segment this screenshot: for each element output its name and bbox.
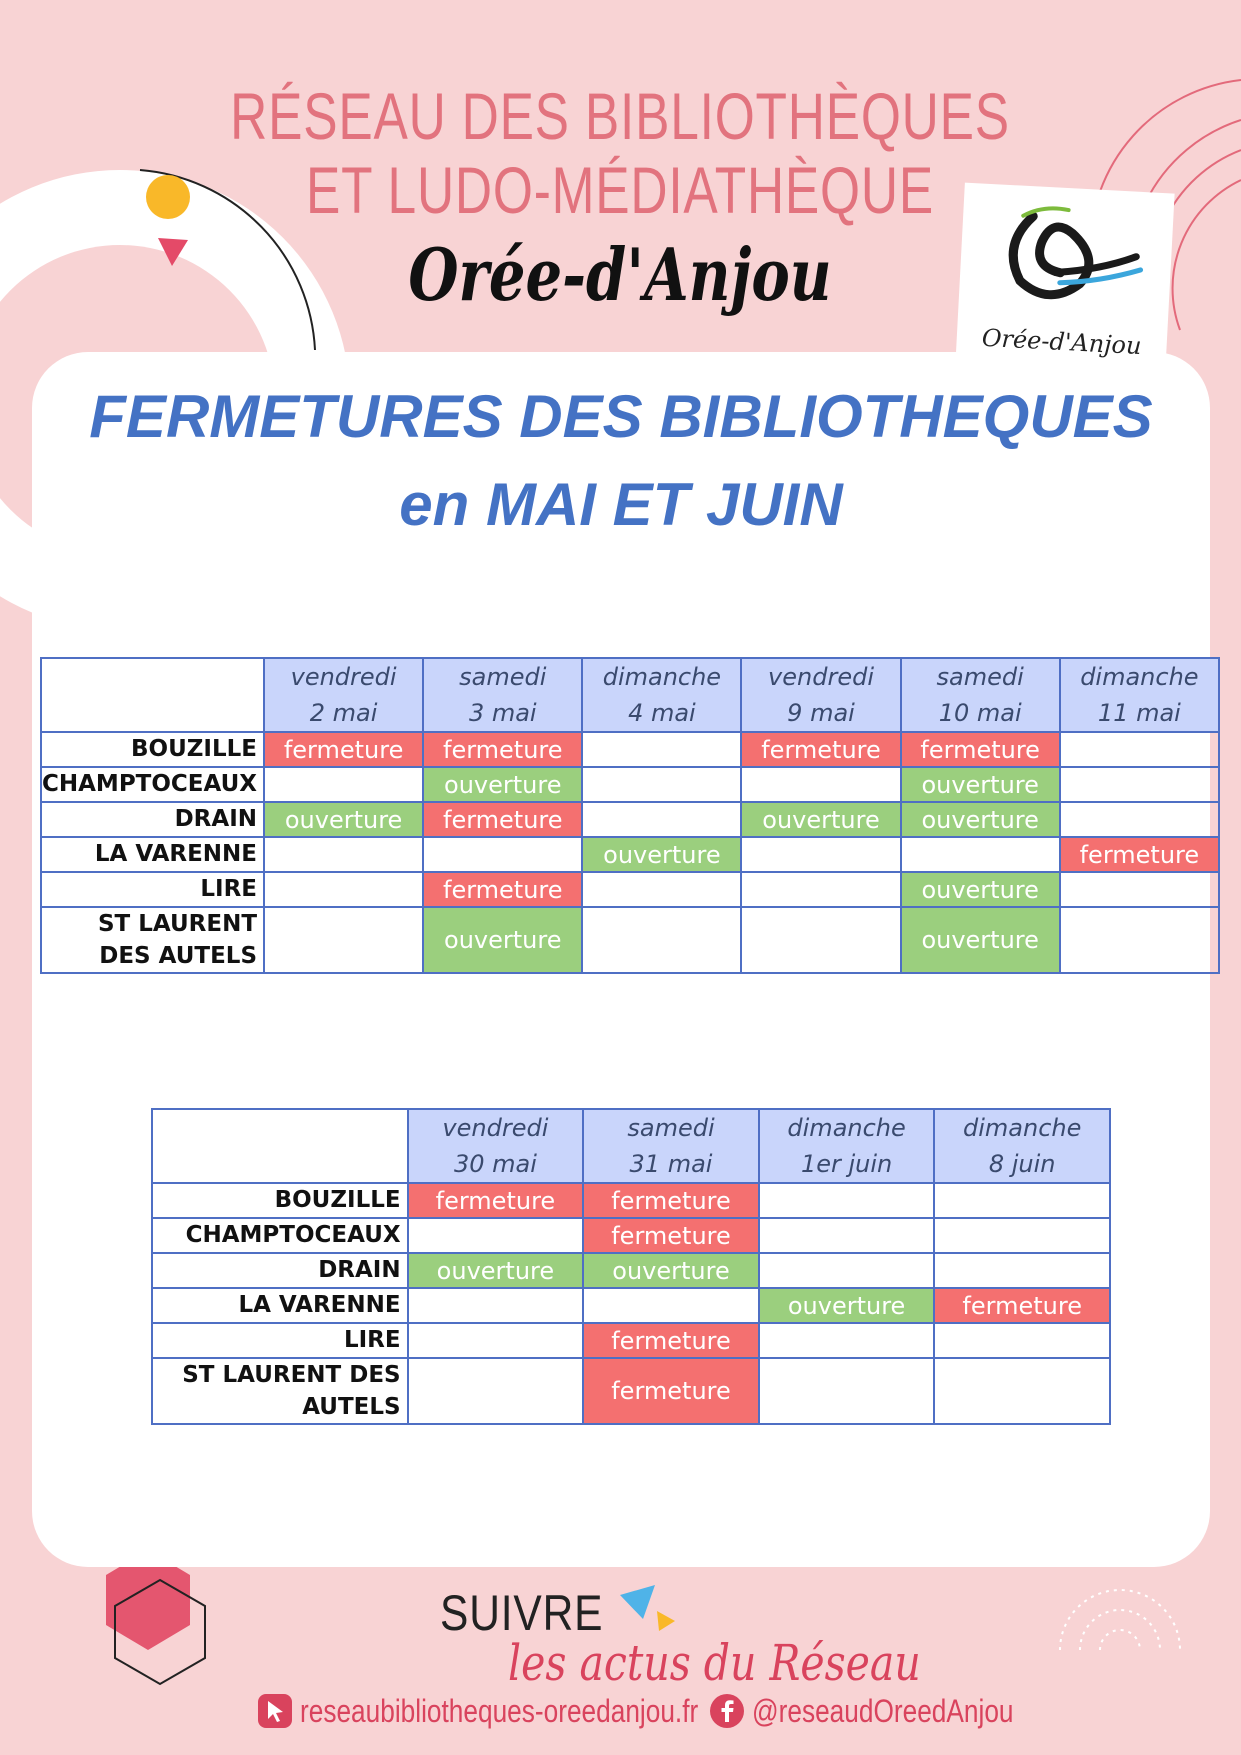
header-title-line1: RÉSEAU DES BIBLIOTHÈQUES [230,79,1010,153]
library-name: LIRE [152,1323,408,1358]
status-cell-empty [741,872,900,907]
footer-follow-label: SUIVRE [440,1585,604,1641]
page-subtitle: en MAI ET JUIN [399,471,843,538]
arrow-shapes-icon [615,1583,675,1633]
status-cell-ouverture: ouverture [408,1253,584,1288]
column-day: vendredi [442,1114,549,1142]
column-day: vendredi [290,663,397,691]
column-date: 3 mai [468,699,537,727]
table-row [41,907,1219,973]
status-cell-ouverture: ouverture [582,837,741,872]
table-row [152,1288,1110,1323]
status-cell-empty [1060,802,1219,837]
column-day: vendredi [768,663,874,691]
status-cell-fermeture: fermeture [741,732,900,767]
column-day: samedi [627,1114,715,1142]
library-name: LA VARENNE [152,1288,408,1323]
column-date: 9 mai [787,699,855,727]
column-header [264,658,423,732]
status-cell-fermeture: fermeture [583,1358,759,1424]
column-day: dimanche [963,1114,1082,1142]
status-cell-empty [582,907,741,973]
table-row [152,1323,1110,1358]
library-name: DRAIN [152,1253,408,1288]
status-cell-ouverture: ouverture [901,802,1060,837]
column-day: samedi [936,663,1024,691]
status-cell-ouverture: ouverture [423,767,582,802]
status-cell-empty [408,1288,584,1323]
table-header-row [152,1109,1110,1183]
library-name: BOUZILLE [152,1183,408,1218]
status-cell-fermeture: fermeture [901,732,1060,767]
status-cell-fermeture: fermeture [583,1323,759,1358]
footer-news-label: les actus du Réseau [508,1634,921,1692]
status-cell-empty [1060,907,1219,973]
status-cell-empty [741,907,900,973]
library-name: LA VARENNE [41,837,264,872]
table-row [152,1183,1110,1218]
status-cell-empty [1060,872,1219,907]
status-cell-empty [934,1323,1110,1358]
page-title: FERMETURES DES BIBLIOTHEQUES [89,383,1153,450]
table-row [41,837,1219,872]
column-header [582,658,741,732]
status-cell-ouverture: ouverture [901,872,1060,907]
column-header [1060,658,1219,732]
status-cell-empty [901,837,1060,872]
table-row [152,1358,1110,1424]
website-link[interactable]: reseaubibliotheques-oreedanjou.fr [300,1693,699,1729]
table-row [41,802,1219,837]
logo [955,183,1174,376]
column-date: 2 mai [309,699,378,727]
library-name: LIRE [41,872,264,907]
column-header [408,1109,584,1183]
status-cell-fermeture: fermeture [423,732,582,767]
facebook-link[interactable]: @reseaudOreedAnjou [752,1693,1014,1729]
column-header [901,658,1060,732]
status-cell-ouverture: ouverture [583,1253,759,1288]
table-row [152,1218,1110,1253]
column-day: dimanche [787,1114,906,1142]
status-cell-empty [759,1358,935,1424]
column-header [759,1109,935,1183]
status-cell-fermeture: fermeture [264,732,423,767]
table-row [152,1253,1110,1288]
column-date: 8 juin [988,1150,1056,1178]
status-cell-fermeture: fermeture [423,802,582,837]
library-name: DRAIN [41,802,264,837]
status-cell-empty [1060,767,1219,802]
status-cell-empty [741,837,900,872]
status-cell-fermeture: fermeture [408,1183,584,1218]
status-cell-empty [582,732,741,767]
status-cell-empty [759,1218,935,1253]
column-day: dimanche [1080,663,1199,691]
column-header [583,1109,759,1183]
library-name: BOUZILLE [41,732,264,767]
logo-emblem-icon [957,183,1175,344]
library-name: CHAMPTOCEAUX [41,767,264,802]
may-schedule-table [40,657,1220,974]
column-header [741,658,900,732]
status-cell-ouverture: ouverture [264,802,423,837]
status-cell-fermeture: fermeture [1060,837,1219,872]
table-header-row [41,658,1219,732]
status-cell-fermeture: fermeture [583,1218,759,1253]
column-date: 4 mai [628,699,696,727]
column-date: 31 mai [629,1150,713,1178]
header-title-line2: ET LUDO-MÉDIATHÈQUE [306,153,934,227]
status-cell-empty [934,1218,1110,1253]
status-cell-ouverture: ouverture [901,767,1060,802]
library-name: ST LAURENT DES AUTELS [41,907,264,973]
status-cell-empty [934,1358,1110,1424]
column-day: dimanche [602,663,722,691]
table-row [41,872,1219,907]
status-cell-empty [408,1358,584,1424]
status-cell-empty [582,872,741,907]
status-cell-empty [264,907,423,973]
column-header [423,658,582,732]
column-date: 30 mai [453,1150,537,1178]
status-cell-empty [408,1323,584,1358]
logo-text: Orée-d'Anjou [981,323,1143,361]
status-cell-empty [759,1253,935,1288]
status-cell-ouverture: ouverture [759,1288,935,1323]
facebook-icon [710,1694,744,1728]
status-cell-empty [582,767,741,802]
table-row [41,767,1219,802]
table-corner-cell [41,658,264,732]
status-cell-ouverture: ouverture [741,802,900,837]
header-brand-name: Orée-d'Anjou [408,232,832,317]
status-cell-fermeture: fermeture [934,1288,1110,1323]
cursor-icon [258,1694,292,1728]
column-header [934,1109,1110,1183]
status-cell-empty [423,837,582,872]
status-cell-empty [1060,732,1219,767]
column-date: 1er juin [800,1150,893,1178]
status-cell-ouverture: ouverture [423,907,582,973]
status-cell-empty [934,1183,1110,1218]
status-cell-empty [741,767,900,802]
table-corner-cell [152,1109,408,1183]
status-cell-ouverture: ouverture [901,907,1060,973]
status-cell-empty [264,767,423,802]
column-day: samedi [459,663,547,691]
column-date: 11 mai [1097,699,1181,727]
status-cell-empty [408,1218,584,1253]
status-cell-empty [582,802,741,837]
status-cell-fermeture: fermeture [423,872,582,907]
status-cell-empty [759,1323,935,1358]
table-row [41,732,1219,767]
status-cell-empty [264,872,423,907]
status-cell-empty [759,1183,935,1218]
column-date: 10 mai [938,699,1022,727]
status-cell-empty [264,837,423,872]
status-cell-empty [934,1253,1110,1288]
june-schedule-table [151,1108,1111,1425]
status-cell-fermeture: fermeture [583,1183,759,1218]
status-cell-empty [583,1288,759,1323]
library-name: ST LAURENT DES AUTELS [152,1358,408,1424]
library-name: CHAMPTOCEAUX [152,1218,408,1253]
